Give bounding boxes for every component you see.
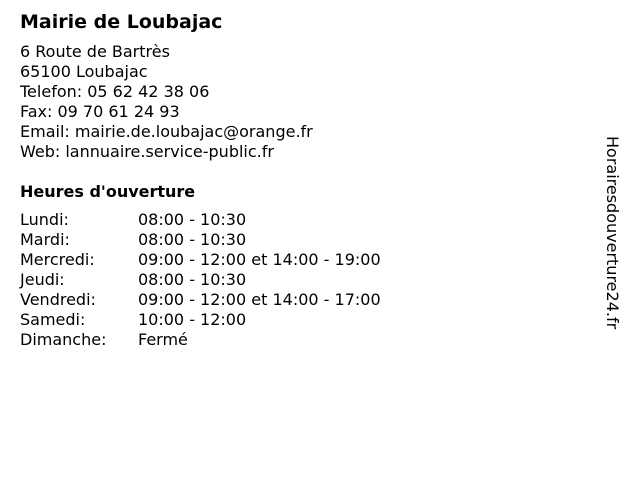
hours-day: Mardi: [20,230,70,249]
address-city: 65100 Loubajac [20,62,148,81]
hours-day: Samedi: [20,310,86,329]
hours-time: Fermé [138,330,188,349]
opening-hours-table [20,210,590,350]
web-line: Web: lannuaire.service-public.fr [20,142,274,161]
opening-hours-title: Heures d'ouverture [20,182,196,201]
address-street: 6 Route de Bartrès [20,42,170,61]
place-title: Mairie de Loubajac [20,11,223,33]
hours-day: Jeudi: [20,270,65,289]
hours-row-friday [20,290,590,310]
hours-day: Lundi: [20,210,69,229]
hours-row-sunday [20,330,590,350]
hours-time: 10:00 - 12:00 [138,310,247,329]
hours-row-saturday [20,310,590,330]
hours-time: 09:00 - 12:00 et 14:00 - 17:00 [138,290,381,309]
hours-row-monday [20,210,590,230]
site-watermark: Horairesdouverture24.fr [603,136,622,330]
hours-time: 08:00 - 10:30 [138,210,247,229]
hours-row-tuesday [20,230,590,250]
hours-day: Vendredi: [20,290,96,309]
email-line: Email: mairie.de.loubajac@orange.fr [20,122,313,141]
hours-row-wednesday [20,250,590,270]
hours-time: 09:00 - 12:00 et 14:00 - 19:00 [138,250,381,269]
hours-day: Mercredi: [20,250,95,269]
fax-line: Fax: 09 70 61 24 93 [20,102,180,121]
phone-line: Telefon: 05 62 42 38 06 [20,82,210,101]
place-card [20,8,590,350]
hours-time: 08:00 - 10:30 [138,270,247,289]
hours-row-thursday [20,270,590,290]
hours-day: Dimanche: [20,330,107,349]
hours-time: 08:00 - 10:30 [138,230,247,249]
